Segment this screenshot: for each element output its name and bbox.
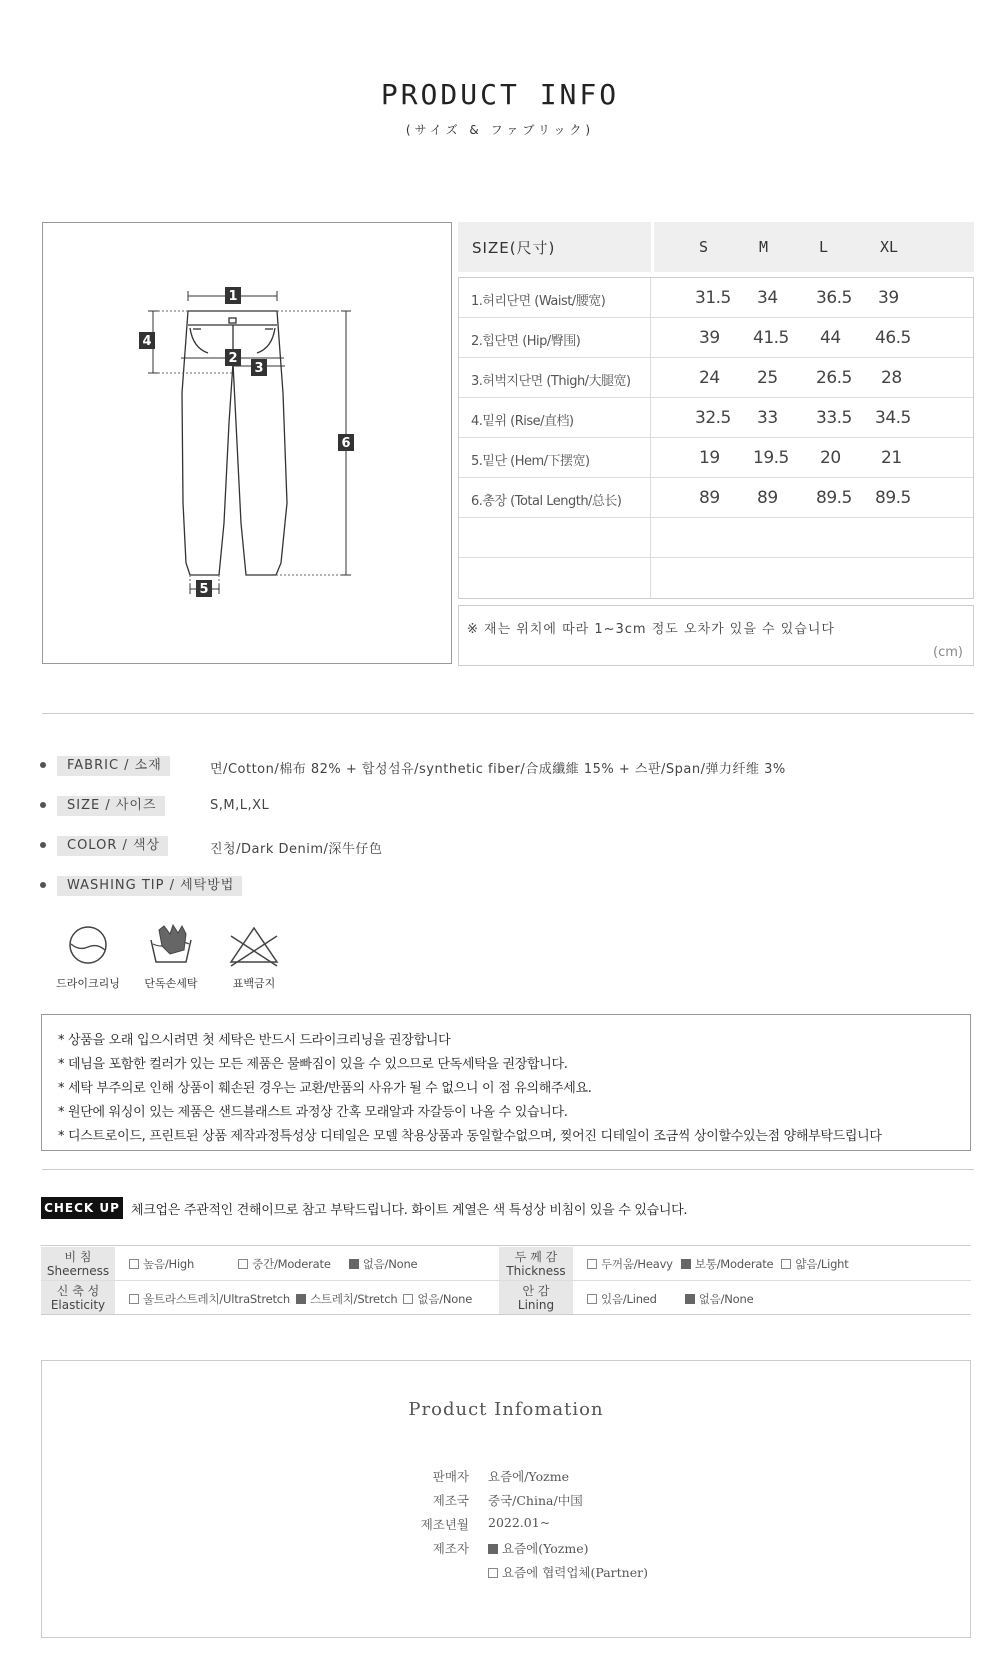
cell-value: 19 [699,448,720,468]
row-label: 3.허벅지단면 (Thigh/大腿宽) [471,374,631,389]
fabric-label: FABRIC / 소재 [57,756,170,776]
table-row [459,438,973,478]
info-value: 중국/China/中国 [488,1493,583,1508]
pants-illustration [43,223,453,665]
size-header-label: SIZE(尺寸) [472,238,556,257]
info-key: 판매자 [432,1469,469,1484]
size-table-header [458,222,974,272]
product-information-title: Product Infomation [408,1399,604,1420]
checkbox-unchecked-icon [238,1259,248,1269]
marker-1 [225,287,241,304]
svg-text:2: 2 [228,351,238,366]
checkbox-unchecked-icon [129,1294,139,1304]
unit-label: (cm) [933,645,963,660]
option-moderate[interactable]: 보통/Moderate [681,1256,774,1272]
wash-hand-wash [126,920,216,990]
thickness-header: 두 께 감 Thickness [499,1247,573,1280]
elasticity-header: 신 축 성 Elasticity [41,1281,115,1314]
option-stretch[interactable]: 스트레치/Stretch [296,1291,397,1307]
hand-wash-icon [126,920,216,970]
marker-6 [338,434,354,451]
cell-value: 33.5 [816,408,852,428]
cell-value: 39 [699,328,720,348]
cell-value: 36.5 [816,288,852,308]
checkbox-unchecked-icon [488,1568,498,1578]
cell-value: 24 [699,368,720,388]
divider [42,1169,974,1170]
checkbox-checked-icon [296,1294,306,1304]
care-note: * 원단에 워싱이 있는 제품은 샌드블래스트 과정상 간혹 모래알과 자갈등이 나올 수 있습니다. [58,1105,568,1120]
row-label: 5.밑단 (Hem/下摆宽) [471,454,590,469]
option-none[interactable]: 없음/None [403,1291,472,1307]
checkbox-unchecked-icon [403,1294,413,1304]
fabric-line [40,756,980,778]
size-col-xl: XL [880,238,899,256]
care-note: * 데님을 포함한 컬러가 있는 모든 제품은 물빠짐이 있을 수 있으므로 단독세탁을 권장합니다. [58,1057,568,1072]
bullet-icon [40,842,46,848]
marker-5 [196,580,212,597]
cell-value: 28 [881,368,902,388]
wash-caption: 표백금지 [232,977,276,990]
size-value: S,M,L,XL [210,798,270,813]
size-col-l: L [819,238,829,256]
cell-value: 41.5 [753,328,789,348]
table-row [459,278,973,318]
checkbox-unchecked-icon [587,1259,597,1269]
wash-no-bleach [209,920,299,990]
table-row [459,318,973,358]
option-heavy[interactable]: 두꺼움/Heavy [587,1256,673,1272]
option-ultrastretch[interactable]: 울트라스트레치/UltraStretch [129,1291,290,1307]
bullet-icon [40,882,46,888]
color-value: 진청/Dark Denim/深牛仔色 [210,842,383,857]
wash-caption: 단독손세탁 [144,977,198,990]
checkbox-unchecked-icon [781,1259,791,1269]
row-label: 1.허리단면 (Waist/腰宽) [471,294,606,309]
care-note: * 디스트로이드, 프린트된 상품 제작과정특성상 디테일은 모델 착용상품과 동일할수없으며, 찢어진 디테일이 조금씩 상이할수있는점 양해부탁드립니다 [58,1129,882,1144]
option-moderate[interactable]: 중간/Moderate [238,1256,331,1272]
dry-clean-icon [43,920,133,970]
fabric-value: 면/Cotton/棉布 82% + 합성섬유/synthetic fiber/合成纖維 15% + 스판/Span/弹力纤维 3% [210,762,786,777]
cell-value: 44 [820,328,841,348]
size-table [458,222,974,660]
wash-caption: 드라이크리닝 [56,977,120,990]
size-line [40,796,980,818]
cell-value: 89 [699,488,720,508]
cell-value: 32.5 [695,408,731,428]
divider [42,713,974,714]
checkbox-checked-icon [685,1294,695,1304]
check-up-text: 체크업은 주관적인 견해이므로 참고 부탁드립니다. 화이트 계열은 색 특성상 비침이 있을 수 있습니다. [131,1203,688,1218]
page-subtitle: (サイズ & ファブリック) [405,123,595,137]
svg-text:4: 4 [142,334,152,349]
bullet-icon [40,802,46,808]
cell-value: 25 [757,368,778,388]
elasticity-options [129,1291,488,1307]
cell-value: 19.5 [753,448,789,468]
cell-value: 33 [757,408,778,428]
checkbox-checked-icon [681,1259,691,1269]
table-row-empty [459,518,973,558]
cell-value: 34.5 [875,408,911,428]
svg-text:1: 1 [228,289,238,304]
washing-label: WASHING TIP / 세탁방법 [57,876,242,896]
info-key: 제조국 [432,1493,469,1508]
row-label: 4.밑위 (Rise/直档) [471,414,574,429]
product-information-box [41,1360,971,1638]
info-value: 요즘에 협력업체(Partner) [488,1563,648,1581]
care-notes-box [41,1014,971,1151]
row-label: 6.총장 (Total Length/总长) [471,494,622,509]
checkbox-unchecked-icon [129,1259,139,1269]
marker-2 [225,349,241,366]
table-row [459,358,973,398]
wash-dry-clean [43,920,133,990]
row-label: 2.힙단면 (Hip/臀围) [471,334,581,349]
option-high[interactable]: 높음/High [129,1256,194,1272]
cell-value: 46.5 [875,328,911,348]
marker-4 [139,332,155,349]
size-diagram [42,222,452,664]
checkbox-unchecked-icon [587,1294,597,1304]
cell-value: 89 [757,488,778,508]
fabric-properties-table [41,1245,971,1315]
svg-text:5: 5 [199,582,209,597]
info-value: 요즘에(Yozme) [488,1539,589,1557]
info-value: 2022.01~ [488,1515,551,1530]
option-none[interactable]: 없음/None [349,1256,418,1272]
cell-value: 31.5 [695,288,731,308]
thickness-options [587,1256,865,1272]
cell-value: 34 [757,288,778,308]
washing-line [40,876,980,898]
cell-value: 89.5 [816,488,852,508]
table-row [459,398,973,438]
sheerness-options [129,1256,433,1272]
option-none[interactable]: 없음/None [685,1291,754,1307]
size-label: SIZE / 사이즈 [57,796,165,816]
size-col-m: M [759,238,769,256]
svg-text:3: 3 [254,361,264,376]
lining-options [587,1291,769,1307]
cell-value: 21 [881,448,902,468]
info-key: 제조자 [432,1541,469,1556]
svg-text:6: 6 [341,436,351,451]
page-title: PRODUCT INFO [380,78,620,111]
check-up-badge: CHECK UP [41,1197,123,1219]
table-row [459,478,973,518]
color-line [40,836,980,858]
option-light[interactable]: 얇음/Light [781,1256,848,1272]
color-label: COLOR / 색상 [57,836,168,856]
size-col-s: S [699,238,709,256]
cell-value: 89.5 [875,488,911,508]
measurement-note: ※ 재는 위치에 따라 1~3cm 정도 오차가 있을 수 있습니다 [467,622,835,637]
care-note: * 상품을 오래 입으시려면 첫 세탁은 반드시 드라이크리닝을 권장합니다 [58,1033,451,1048]
checkbox-checked-icon [488,1544,498,1554]
marker-3 [251,359,267,376]
sheerness-header: 비 침 Sheerness [41,1247,115,1280]
option-lined[interactable]: 있음/Lined [587,1291,657,1307]
table-row-empty [459,558,973,598]
care-note: * 세탁 부주의로 인해 상품이 훼손된 경우는 교환/반품의 사유가 될 수 없으니 이 점 유의해주세요. [58,1081,592,1096]
lining-header: 안 감 Lining [499,1281,573,1314]
no-bleach-icon [209,920,299,970]
cell-value: 39 [878,288,899,308]
cell-value: 20 [820,448,841,468]
bullet-icon [40,762,46,768]
measurement-note-box [458,605,974,666]
info-key: 제조년월 [420,1517,469,1532]
info-value: 요즘에/Yozme [488,1469,569,1484]
cell-value: 26.5 [816,368,852,388]
checkbox-checked-icon [349,1259,359,1269]
